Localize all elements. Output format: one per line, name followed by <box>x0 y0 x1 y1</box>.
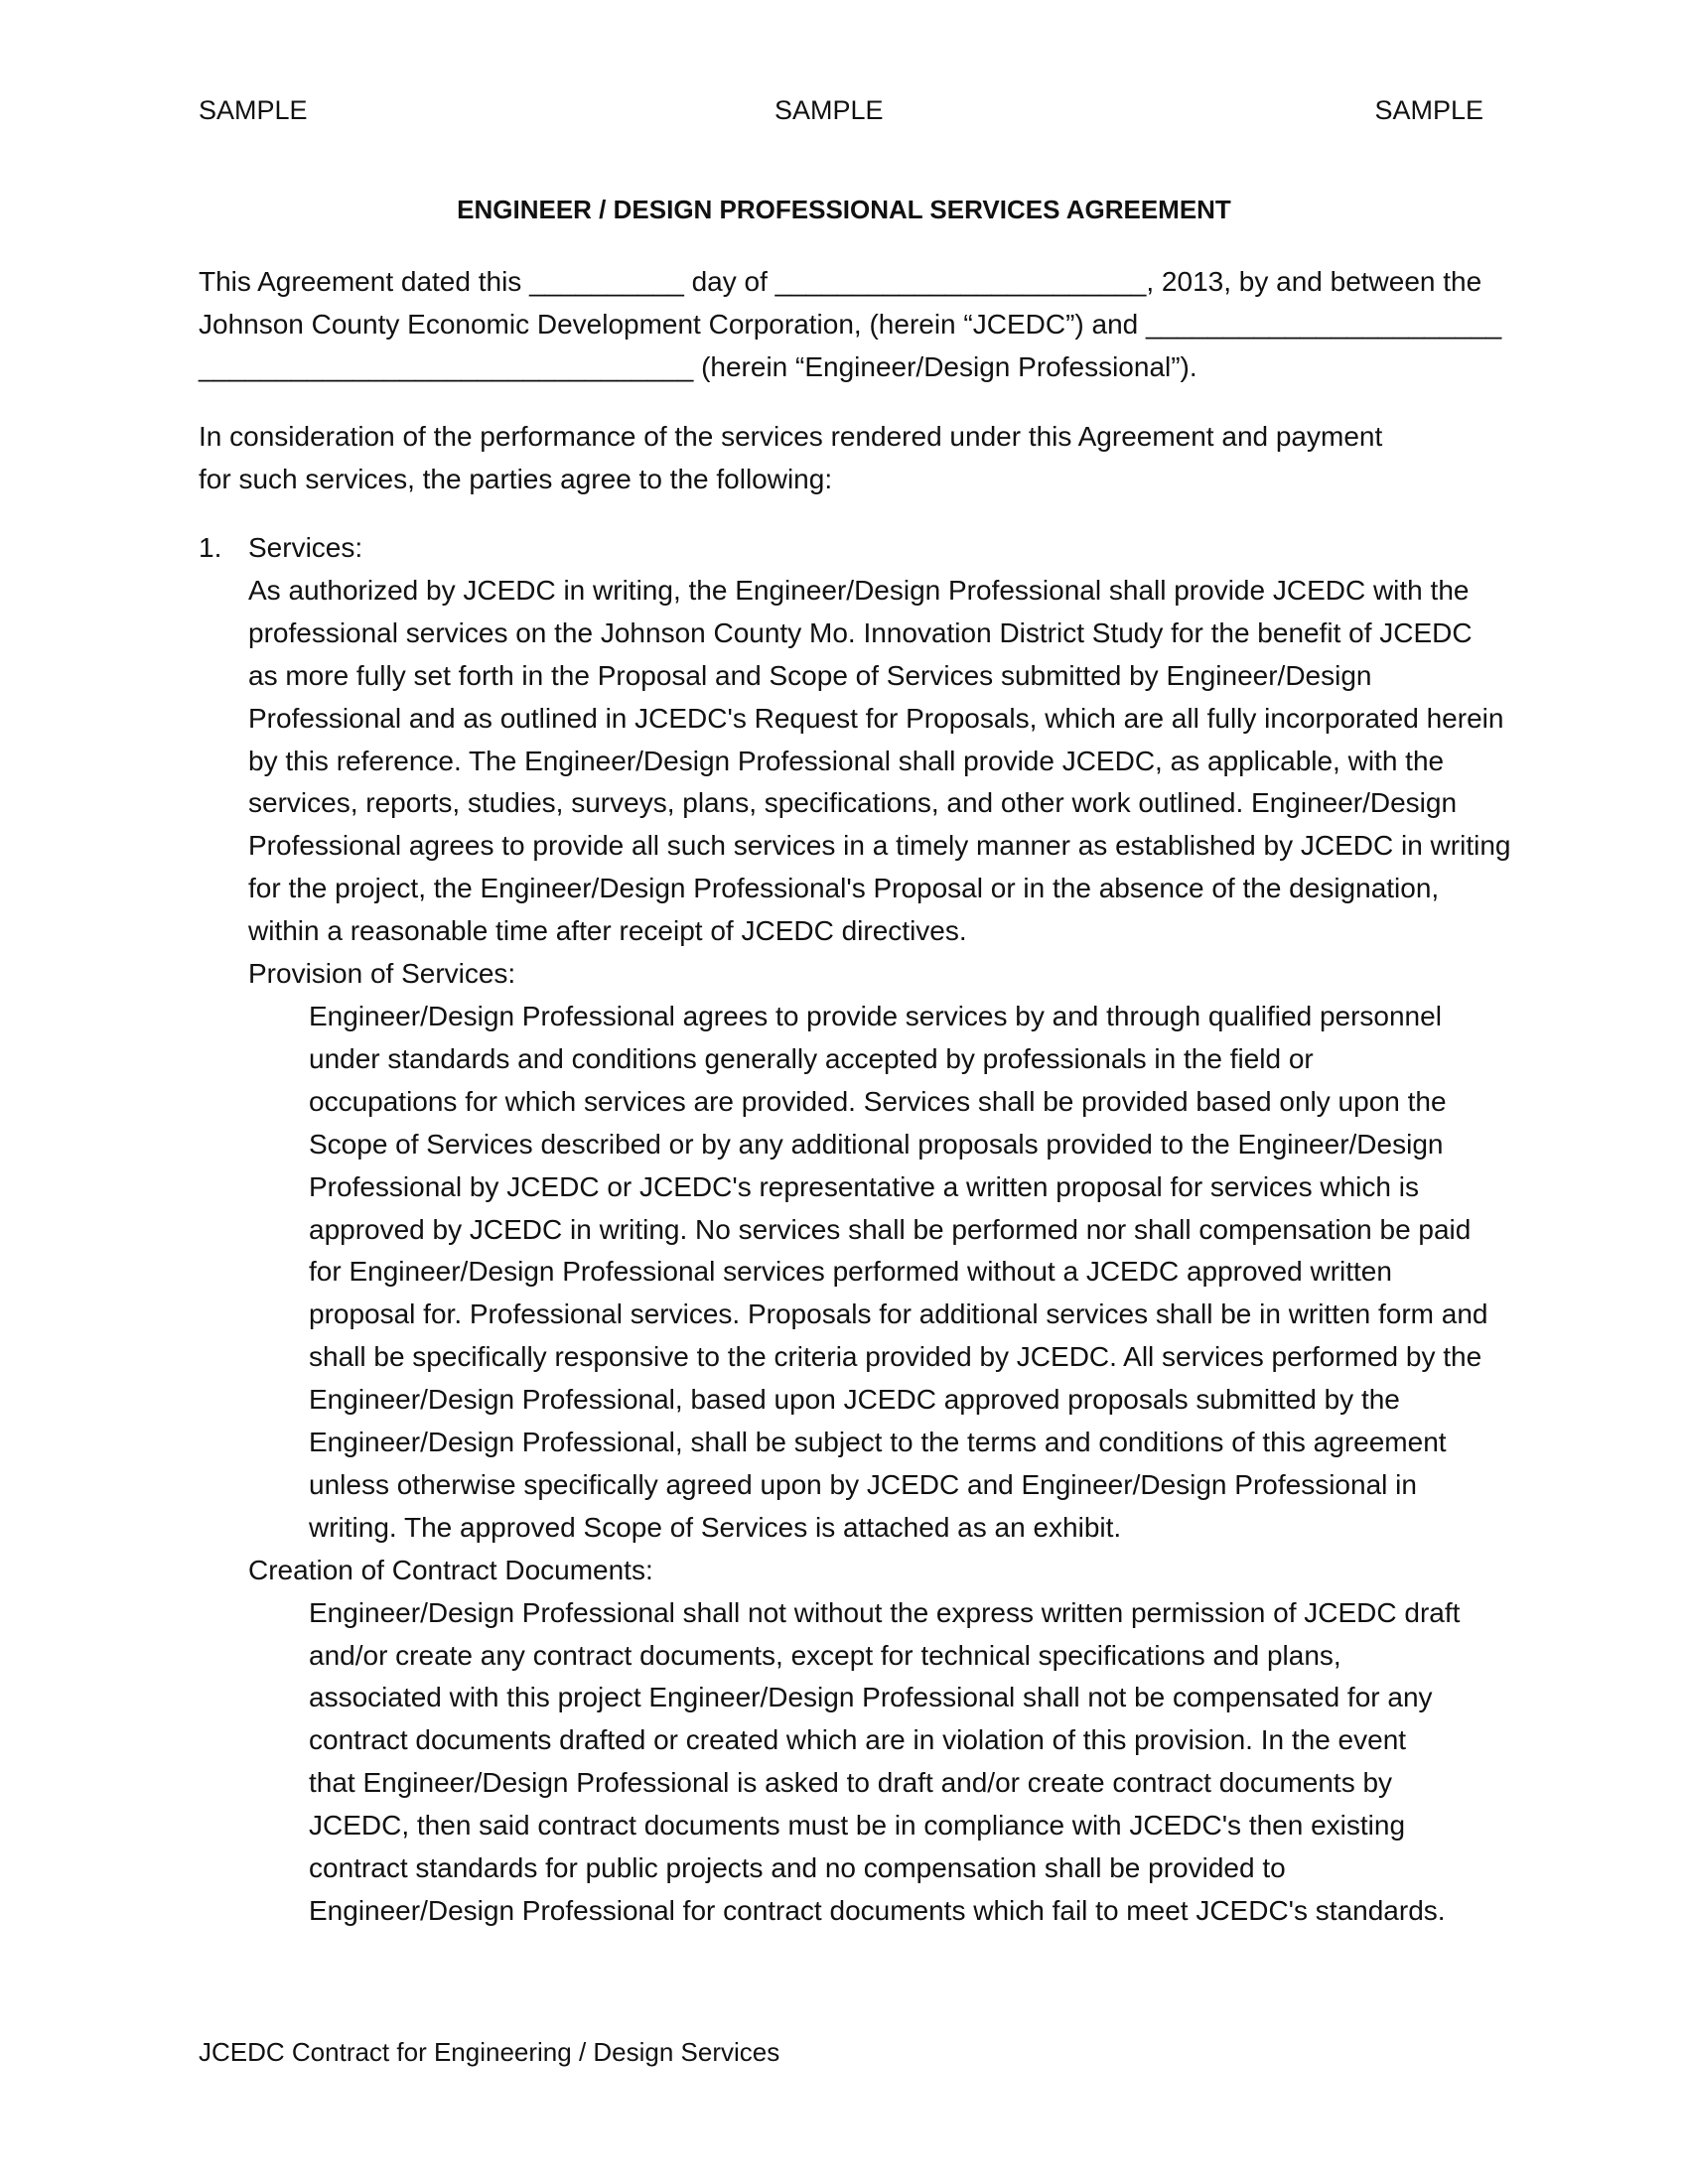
paragraph-line: Professional and as outlined in JCEDC's Request for Proposals, which are all fully incorporated herein <box>248 702 1504 734</box>
page-header <box>199 95 1483 131</box>
paragraph-line: as more fully set forth in the Proposal and Scope of Services submitted by Engineer/Design <box>248 659 1372 691</box>
creation-paragraph <box>199 1592 1509 1933</box>
header-center-watermark: SAMPLE <box>774 95 884 125</box>
document-title: ENGINEER / DESIGN PROFESSIONAL SERVICES AGREEMENT <box>457 195 1231 224</box>
paragraph-line: Professional by JCEDC or JCEDC's representative a written proposal for services which is <box>309 1170 1419 1202</box>
section-heading-line <box>199 527 1509 570</box>
intro-paragraph <box>199 260 1502 388</box>
paragraph-line: under standards and conditions generally accepted by professionals in the field or <box>309 1042 1314 1074</box>
paragraph-line: occupations for which services are provided. Services shall be provided based only upon the <box>309 1085 1447 1117</box>
paragraph-line: Engineer/Design Professional for contract documents which fail to meet JCEDC's standards. <box>309 1895 1446 1926</box>
intro-line: Johnson County Economic Development Corporation, (herein “JCEDC”) and _______________________ <box>199 309 1502 340</box>
section-1-services <box>199 527 1509 1933</box>
paragraph-line: for the project, the Engineer/Design Professional's Proposal or in the absence of the designation, <box>248 873 1440 904</box>
paragraph-line: by this reference. The Engineer/Design Professional shall provide JCEDC, as applicable, with the <box>248 745 1445 776</box>
paragraph-line: professional services on the Johnson County Mo. Innovation District Study for the benefit of JCEDC <box>248 616 1473 648</box>
section-number: 1. <box>199 532 222 563</box>
provision-heading: Provision of Services: <box>248 958 516 990</box>
paragraph-line: As authorized by JCEDC in writing, the Engineer/Design Professional shall provide JCEDC with the <box>248 574 1470 606</box>
creation-heading: Creation of Contract Documents: <box>248 1554 653 1585</box>
paragraph-line: and/or create any contract documents, except for technical specifications and plans, <box>309 1639 1341 1671</box>
intro-line: ________________________________ (herein “Engineer/Design Professional”). <box>199 351 1197 382</box>
services-paragraph <box>199 570 1509 996</box>
provision-paragraph <box>199 996 1509 1550</box>
paragraph-line: that Engineer/Design Professional is asked to draft and/or create contract documents by <box>309 1767 1393 1799</box>
section-heading: Services: <box>248 532 363 563</box>
header-left-watermark: SAMPLE <box>199 95 308 125</box>
paragraph-line: associated with this project Engineer/Design Professional shall not be compensated for any <box>309 1682 1433 1713</box>
creation-heading-wrap <box>199 1550 1509 1592</box>
paragraph-line: Engineer/Design Professional, based upon JCEDC approved proposals submitted by the <box>309 1384 1400 1416</box>
paragraph-line: within a reasonable time after receipt of JCEDC directives. <box>248 915 967 947</box>
paragraph-line: proposal for. Professional services. Proposals for additional services shall be in written form and <box>309 1298 1488 1330</box>
page-footer: JCEDC Contract for Engineering / Design Services <box>199 2037 780 2067</box>
paragraph-line: approved by JCEDC in writing. No services shall be performed nor shall compensation be paid <box>309 1213 1472 1245</box>
header-right-watermark: SAMPLE <box>1374 95 1483 125</box>
paragraph-line: contract standards for public projects and no compensation shall be provided to <box>309 1852 1286 1884</box>
intro-line: This Agreement dated this __________ day of ________________________, 2013, by and between the <box>199 266 1482 297</box>
paragraph-line: shall be specifically responsive to the criteria provided by JCEDC. All services performed by the <box>309 1341 1482 1373</box>
paragraph-line: Engineer/Design Professional shall not without the express written permission of JCEDC draft <box>309 1596 1461 1628</box>
paragraph-line: JCEDC, then said contract documents must be in compliance with JCEDC's then existing <box>309 1810 1406 1842</box>
paragraph-line: unless otherwise specifically agreed upon by JCEDC and Engineer/Design Professional in <box>309 1468 1417 1500</box>
consideration-line: for such services, the parties agree to the following: <box>199 464 833 494</box>
paragraph-line: Engineer/Design Professional agrees to provide services by and through qualified personnel <box>309 1000 1442 1031</box>
paragraph-line: Engineer/Design Professional, shall be subject to the terms and conditions of this agreement <box>309 1427 1447 1458</box>
consideration-paragraph <box>199 415 1489 500</box>
paragraph-line: for Engineer/Design Professional services performed without a JCEDC approved written <box>309 1256 1392 1288</box>
paragraph-line: Professional agrees to provide all such services in a timely manner as established by JCEDC in writing <box>248 830 1511 862</box>
consideration-line: In consideration of the performance of the services rendered under this Agreement and payment <box>199 421 1383 452</box>
paragraph-line: services, reports, studies, surveys, plans, specifications, and other work outlined. Engineer/Design <box>248 787 1458 819</box>
paragraph-line: writing. The approved Scope of Services is attached as an exhibit. <box>309 1511 1122 1543</box>
paragraph-line: contract documents drafted or created which are in violation of this provision. In the event <box>309 1724 1407 1756</box>
paragraph-line: Scope of Services described or by any additional proposals provided to the Engineer/Design <box>309 1128 1444 1160</box>
